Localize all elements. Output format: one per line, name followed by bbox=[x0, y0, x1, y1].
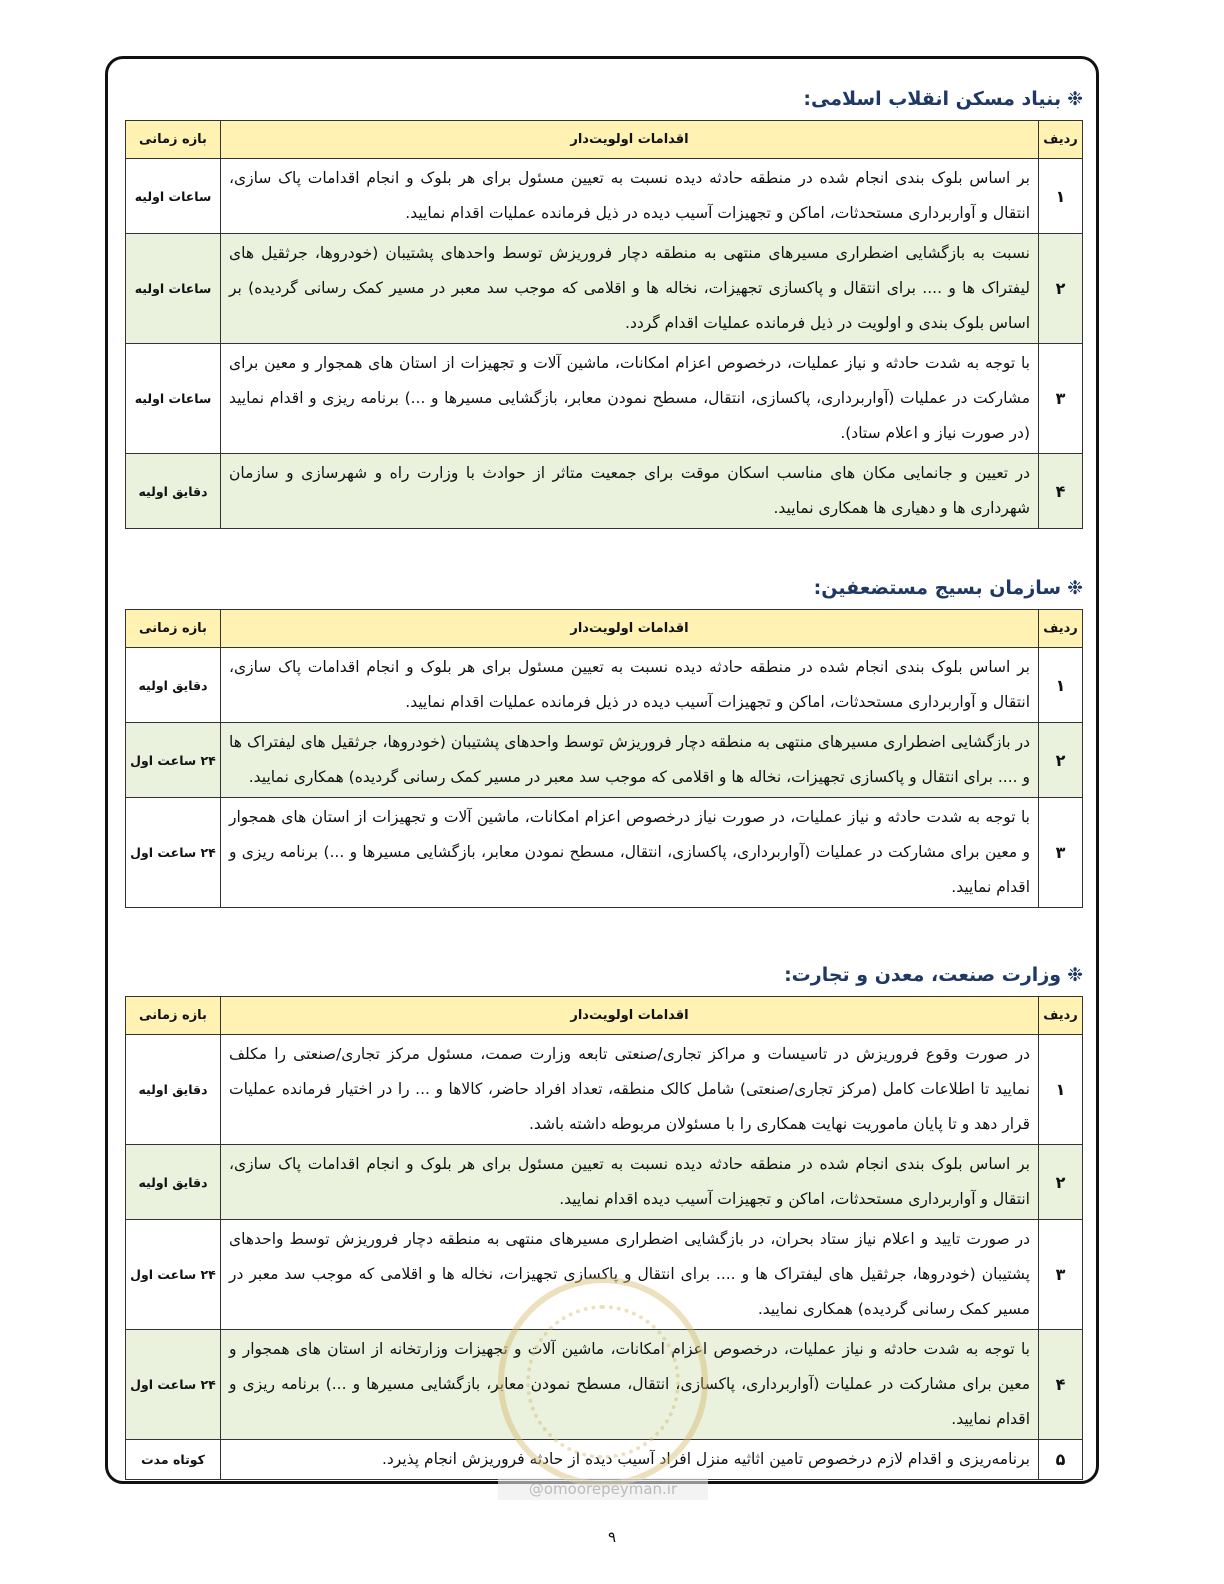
row-time: ۲۴ ساعت اول bbox=[126, 798, 221, 908]
section-basij bbox=[125, 573, 1083, 908]
row-number: ۳ bbox=[1039, 344, 1083, 454]
watermark-text: @omoorepeyman.ir bbox=[498, 1478, 708, 1500]
section-housing-foundation bbox=[125, 84, 1083, 529]
table-row bbox=[126, 159, 1083, 234]
row-time: دقایق اولیه bbox=[126, 454, 221, 529]
table-row bbox=[126, 454, 1083, 529]
row-number: ۳ bbox=[1039, 1220, 1083, 1330]
row-text: در صورت تایید و اعلام نیاز ستاد بحران، در بازگشایی اضطراری مسیرهای منتهی به منطقه دچار فروریزش توسط واحدهای پشتیبان (خودروها، جرثقیل های لیفتراک ها و .... برای انتقال و پاکسازی تجهیزات، نخاله ها و اقلامی که موجب سد معبر در مسیر کمک رسانی گردیده) همکاری نمایید. bbox=[221, 1220, 1039, 1330]
row-text: بر اساس بلوک بندی انجام شده در منطقه حادثه دیده نسبت به تعیین مسئول برای هر بلوک و انجام اقدامات پاک سازی، انتقال و آواربرداری مستحدثات، اماکن و تجهیزات آسیب دیده اقدام نمایید. bbox=[221, 1145, 1039, 1220]
section-heading: ❉بنیاد مسکن انقلاب اسلامی: bbox=[803, 88, 1083, 110]
row-number: ۲ bbox=[1039, 723, 1083, 798]
row-time: ساعات اولیه bbox=[126, 159, 221, 234]
table-header-row bbox=[126, 997, 1083, 1035]
header-actions: اقدامات اولویت‌دار bbox=[221, 997, 1039, 1035]
row-number: ۲ bbox=[1039, 1145, 1083, 1220]
row-time: ساعات اولیه bbox=[126, 344, 221, 454]
header-time: بازه زمانی bbox=[126, 997, 221, 1035]
table-header-row bbox=[126, 121, 1083, 159]
header-actions: اقدامات اولویت‌دار bbox=[221, 121, 1039, 159]
header-row-number: ردیف bbox=[1039, 121, 1083, 159]
row-time: دقایق اولیه bbox=[126, 648, 221, 723]
row-number: ۴ bbox=[1039, 1330, 1083, 1440]
row-time: دقایق اولیه bbox=[126, 1035, 221, 1145]
row-text: در بازگشایی اضطراری مسیرهای منتهی به منطقه دچار فروریزش توسط واحدهای پشتیبان (خودروها، جرثقیل های لیفتراک ها و .... برای انتقال و پاکسازی تجهیزات، نخاله ها و اقلامی که موجب سد معبر در مسیر کمک رسانی گردیده) همکاری نمایید. bbox=[221, 723, 1039, 798]
row-text: در صورت وقوع فروریزش در تاسیسات و مراکز تجاری/صنعتی تابعه وزارت صمت، مسئول مرکز تجاری/صنعتی را مکلف نمایید تا اطلاعات کامل (مرکز تجاری/صنعتی) شامل کالک منطقه، تعداد افراد حاضر، کالاها و ... را در اختیار فرمانده عملیات قرار دهد و تا پایان ماموریت نهایت همکاری را با مسئولان مربوطه داشته باشد. bbox=[221, 1035, 1039, 1145]
actions-table bbox=[125, 996, 1083, 1480]
asterisk-icon: ❉ bbox=[1067, 964, 1083, 986]
header-row-number: ردیف bbox=[1039, 997, 1083, 1035]
row-number: ۴ bbox=[1039, 454, 1083, 529]
header-time: بازه زمانی bbox=[126, 121, 221, 159]
actions-table bbox=[125, 120, 1083, 529]
row-text: بر اساس بلوک بندی انجام شده در منطقه حادثه دیده نسبت به تعیین مسئول برای هر بلوک و انجام اقدامات پاک سازی، انتقال و آواربرداری مستحدثات، اماکن و تجهیزات آسیب دیده در ذیل فرمانده عملیات اقدام نمایید. bbox=[221, 648, 1039, 723]
page-number: ۹ bbox=[607, 1528, 617, 1546]
section-heading: ❉سازمان بسیج مستضعفین: bbox=[813, 577, 1083, 599]
asterisk-icon: ❉ bbox=[1067, 577, 1083, 599]
table-row bbox=[126, 798, 1083, 908]
row-number: ۱ bbox=[1039, 1035, 1083, 1145]
row-text: با توجه به شدت حادثه و نیاز عملیات، درخصوص اعزام امکانات، ماشین آلات و تجهیزات از استان های همجوار و معین برای مشارکت در عملیات (آواربرداری، پاکسازی، انتقال، مسطح نمودن معابر، بازگشایی مسیرها و ...) برنامه ریزی و اقدام نمایید (در صورت نیاز و اعلام ستاد). bbox=[221, 344, 1039, 454]
table-row bbox=[126, 723, 1083, 798]
header-actions: اقدامات اولویت‌دار bbox=[221, 610, 1039, 648]
row-number: ۱ bbox=[1039, 648, 1083, 723]
section-heading: ❉وزارت صنعت، معدن و تجارت: bbox=[784, 964, 1083, 986]
table-row bbox=[126, 648, 1083, 723]
table-row bbox=[126, 1440, 1083, 1480]
header-row-number: ردیف bbox=[1039, 610, 1083, 648]
row-text: با توجه به شدت حادثه و نیاز عملیات، در صورت نیاز درخصوص اعزام امکانات، ماشین آلات و تجهیزات از استان های همجوار و معین برای مشارکت در عملیات (آواربرداری، پاکسازی، انتقال، مسطح نمودن معابر، بازگشایی مسیرها و ...) برنامه ریزی و اقدام نمایید. bbox=[221, 798, 1039, 908]
row-time: کوتاه مدت bbox=[126, 1440, 221, 1480]
row-text: برنامه‌ریزی و اقدام لازم درخصوص تامین اثاثیه منزل افراد آسیب دیده از حادثه فروریزش انجام پذیرد. bbox=[221, 1440, 1039, 1480]
header-time: بازه زمانی bbox=[126, 610, 221, 648]
row-text: بر اساس بلوک بندی انجام شده در منطقه حادثه دیده نسبت به تعیین مسئول برای هر بلوک و انجام اقدامات پاک سازی، انتقال و آواربرداری مستحدثات، اماکن و تجهیزات آسیب دیده در ذیل فرمانده عملیات اقدام نمایید. bbox=[221, 159, 1039, 234]
table-row bbox=[126, 1035, 1083, 1145]
table-header-row bbox=[126, 610, 1083, 648]
row-number: ۵ bbox=[1039, 1440, 1083, 1480]
row-text: نسبت به بازگشایی اضطراری مسیرهای منتهی به منطقه دچار فروریزش توسط واحدهای پشتیبان (خودروها، جرثقیل های لیفتراک ها و .... برای انتقال و پاکسازی تجهیزات، نخاله ها و اقلامی که موجب سد معبر در مسیر کمک رسانی گردیده) بر اساس بلوک بندی و اولویت در ذیل فرمانده عملیات اقدام گردد. bbox=[221, 234, 1039, 344]
row-time: ساعات اولیه bbox=[126, 234, 221, 344]
row-number: ۱ bbox=[1039, 159, 1083, 234]
row-time: ۲۴ ساعت اول bbox=[126, 723, 221, 798]
table-row bbox=[126, 1145, 1083, 1220]
table-row bbox=[126, 1220, 1083, 1330]
row-text: با توجه به شدت حادثه و نیاز عملیات، درخصوص اعزام امکانات، ماشین آلات و تجهیزات وزارتخانه از استان های همجوار و معین برای مشارکت در عملیات (آواربرداری، پاکسازی، انتقال، مسطح نمودن معابر، بازگشایی مسیرها و ...) برنامه ریزی و اقدام نمایید. bbox=[221, 1330, 1039, 1440]
table-row bbox=[126, 234, 1083, 344]
table-row bbox=[126, 344, 1083, 454]
row-number: ۲ bbox=[1039, 234, 1083, 344]
table-row bbox=[126, 1330, 1083, 1440]
asterisk-icon: ❉ bbox=[1067, 88, 1083, 110]
row-time: ۲۴ ساعت اول bbox=[126, 1220, 221, 1330]
row-time: ۲۴ ساعت اول bbox=[126, 1330, 221, 1440]
row-text: در تعیین و جانمایی مکان های مناسب اسکان موقت برای جمعیت متاثر از حوادث با وزارت راه و شهرسازی و سازمان شهرداری ها و دهیاری ها همکاری نمایید. bbox=[221, 454, 1039, 529]
row-number: ۳ bbox=[1039, 798, 1083, 908]
row-time: دقایق اولیه bbox=[126, 1145, 221, 1220]
section-industry-ministry bbox=[125, 960, 1083, 1480]
actions-table bbox=[125, 609, 1083, 908]
